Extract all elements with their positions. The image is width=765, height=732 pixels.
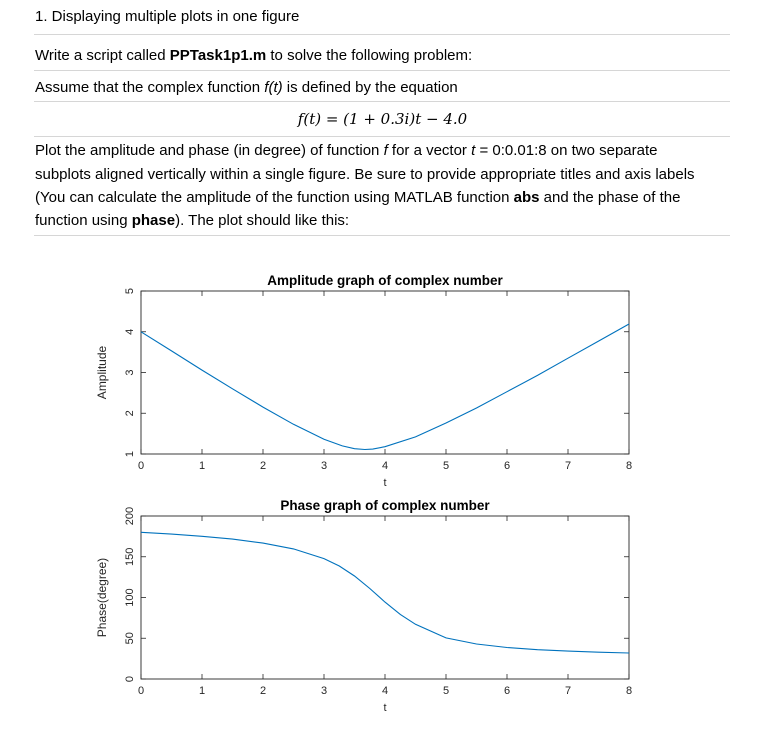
x-tick-label: 3 xyxy=(320,460,328,472)
chart-title: Phase graph of complex number xyxy=(280,498,490,513)
x-tick-label: 0 xyxy=(137,685,145,697)
x-tick-label: 4 xyxy=(381,685,389,697)
chart-title: Amplitude graph of complex number xyxy=(267,273,503,288)
y-tick-label: 50 xyxy=(124,632,136,645)
x-tick-label: 3 xyxy=(320,685,328,697)
x-tick-label: 8 xyxy=(625,685,633,697)
y-tick-label: 3 xyxy=(124,369,136,376)
x-tick-label: 7 xyxy=(564,460,572,472)
amplitude-subplot xyxy=(95,273,632,489)
x-axis-label: t xyxy=(383,477,387,489)
x-tick-label: 6 xyxy=(503,460,511,472)
x-tick-label: 7 xyxy=(564,685,572,697)
p1-text-b: for a vector xyxy=(387,142,472,159)
y-tick-label: 0 xyxy=(124,675,136,683)
task-line-2-text: Assume that the complex function xyxy=(35,79,265,96)
script-filename: PPTask1p1.m xyxy=(169,47,267,64)
x-tick-label: 1 xyxy=(198,685,206,697)
x-tick-label: 2 xyxy=(259,460,267,472)
plot-area xyxy=(141,516,629,679)
function-name: f(t) xyxy=(264,79,283,96)
p4-text-b: ). The plot should like this: xyxy=(175,212,350,229)
task-line-1-text: Write a script called xyxy=(35,47,170,64)
y-tick-label: 200 xyxy=(124,506,136,526)
x-tick-label: 0 xyxy=(137,460,145,472)
p1-text-c: = 0:0.01:8 on two separate xyxy=(475,142,658,159)
task-line-1-tail: to solve the following problem: xyxy=(266,47,473,64)
phase-function: phase xyxy=(131,212,176,229)
document-heading: 1. Displaying multiple plots in one figure xyxy=(35,8,300,25)
paragraph-line-2: subplots aligned vertically within a single figure. Be sure to provide appropriate titles and axis labels xyxy=(35,166,695,183)
p3-text-a: (You can calculate the amplitude of the function using MATLAB function xyxy=(35,189,514,206)
y-tick-label: 5 xyxy=(124,287,136,295)
x-tick-label: 6 xyxy=(503,685,511,697)
x-axis-label: t xyxy=(383,702,387,714)
x-tick-label: 5 xyxy=(442,460,450,472)
p3-text-b: and the phase of the xyxy=(539,189,681,206)
task-line-2-tail: is defined by the equation xyxy=(282,79,458,96)
x-tick-label: 8 xyxy=(625,460,633,472)
y-tick-label: 150 xyxy=(124,547,136,566)
abs-function: abs xyxy=(513,189,540,206)
p1-italic-f: f xyxy=(383,142,388,159)
y-axis-label: Amplitude xyxy=(95,345,109,400)
p4-text-a: function using xyxy=(35,212,132,229)
p1-italic-t: t xyxy=(471,142,476,159)
x-tick-label: 1 xyxy=(198,460,206,472)
equation-text: f(t) = (1 + 0.3i)t − 4.0 xyxy=(297,110,468,128)
y-tick-label: 4 xyxy=(124,328,136,335)
x-tick-label: 5 xyxy=(442,685,450,697)
y-tick-label: 2 xyxy=(124,410,136,417)
y-tick-label: 100 xyxy=(124,588,136,607)
phase-subplot xyxy=(95,498,632,714)
y-axis-label: Phase(degree) xyxy=(95,557,109,638)
x-tick-label: 2 xyxy=(259,685,267,697)
plot-area xyxy=(141,291,629,454)
p1-text-a: Plot the amplitude and phase (in degree) of function xyxy=(35,142,384,159)
y-tick-label: 1 xyxy=(124,450,136,458)
x-tick-label: 4 xyxy=(381,460,389,472)
